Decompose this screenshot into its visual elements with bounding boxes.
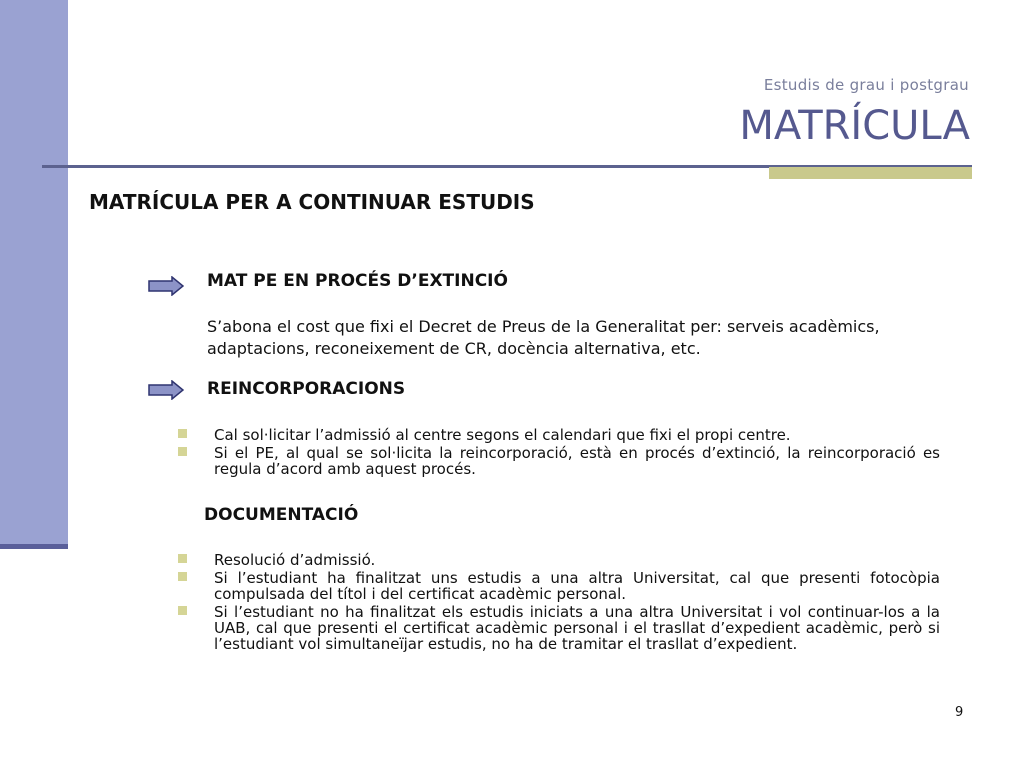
arrow-right-icon <box>148 380 184 400</box>
square-bullet-icon <box>178 572 187 581</box>
page-number: 9 <box>955 705 964 720</box>
paragraph-extincio <box>207 316 947 360</box>
square-bullet-icon <box>178 429 187 438</box>
slide-title: MATRÍCULA <box>739 103 970 149</box>
subheading-documentacio: DOCUMENTACIÓ <box>204 505 359 525</box>
paragraph-line: adaptacions, reconeixement de CR, docència alternativa, etc. <box>207 339 701 358</box>
slide-subtitle: Estudis de grau i postgrau <box>763 76 969 94</box>
reincorporacions-list <box>178 427 940 479</box>
list-item: Resolució d’admissió. <box>178 552 940 568</box>
square-bullet-icon <box>178 554 187 563</box>
section-heading: MATRÍCULA PER A CONTINUAR ESTUDIS <box>89 190 535 214</box>
square-bullet-icon <box>178 606 187 615</box>
subheading-extincio: MAT PE EN PROCÉS D’EXTINCIÓ <box>207 271 508 291</box>
square-bullet-icon <box>178 447 187 456</box>
documentacio-list <box>178 552 940 654</box>
list-item: Cal sol·licitar l’admissió al centre segons el calendari que fixi el propi centre. <box>178 427 940 443</box>
header-accent-bar <box>769 167 972 179</box>
subheading-reincorporacions: REINCORPORACIONS <box>207 379 406 399</box>
side-decoration-edge <box>0 544 68 549</box>
list-item: Si l’estudiant ha finalitzat uns estudis a una altra Universitat, cal que presenti fotocòpia compulsada del títol i del certificat acadèmic personal. <box>178 570 940 602</box>
paragraph-line: S’abona el cost que fixi el Decret de Preus de la Generalitat per: serveis acadèmics, <box>207 317 880 336</box>
arrow-right-icon <box>148 276 184 296</box>
list-item: Si el PE, al qual se sol·licita la reincorporació, està en procés d’extinció, la reincorporació es regula d’acord amb aquest procés. <box>178 445 940 477</box>
list-item: Si l’estudiant no ha finalitzat els estudis iniciats a una altra Universitat i vol continuar-los a la UAB, cal que presenti el certificat acadèmic personal i el trasllat d’expedient acadèmic, però si l’estudiant vol simultaneïjar estudis, no ha de tramitar el trasllat d’expedient. <box>178 604 940 652</box>
side-decoration-bar <box>0 0 68 544</box>
